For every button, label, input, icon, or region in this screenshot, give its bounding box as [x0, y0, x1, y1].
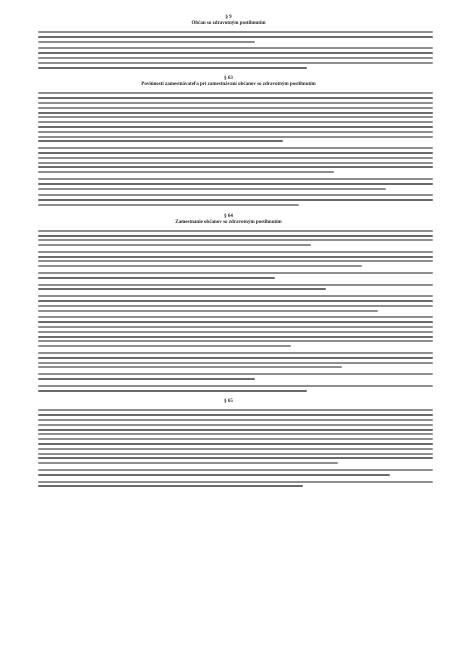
text-line [38, 62, 433, 64]
paragraph-number [24, 147, 38, 176]
paragraph-number [24, 251, 38, 270]
text-line [38, 305, 433, 307]
text-line [38, 239, 433, 241]
section-paragraph [24, 469, 433, 479]
text-line [38, 112, 433, 114]
section-paragraph [24, 47, 433, 71]
paragraph-text-lines [38, 295, 433, 314]
text-line [38, 284, 433, 286]
text-line [38, 97, 433, 99]
text-line [38, 147, 433, 149]
text-line [38, 136, 433, 138]
paragraph-text-lines [38, 373, 433, 383]
paragraph-number [24, 385, 38, 395]
section-title: Povinnosti zamestnávateľa pri zamestnávaní občanov so zdravotným postihnutím [141, 82, 316, 88]
text-line [38, 52, 433, 54]
section-paragraph [24, 272, 433, 282]
paragraph-number [24, 31, 38, 45]
text-line [38, 116, 433, 118]
text-line [38, 188, 386, 190]
section [24, 214, 433, 395]
section-paragraph [24, 92, 433, 145]
text-line [38, 378, 255, 380]
section-paragraph [24, 316, 433, 350]
text-line [38, 102, 433, 104]
text-line [38, 166, 433, 168]
text-line [38, 336, 433, 338]
text-line [38, 414, 433, 416]
text-line [38, 260, 433, 262]
text-line [38, 310, 378, 312]
text-line [38, 152, 433, 154]
section [24, 76, 433, 208]
text-line [38, 340, 433, 342]
paragraph-text-lines [38, 92, 433, 145]
paragraph-text-lines [38, 284, 433, 294]
section-number: § 64 [224, 213, 233, 219]
paragraph-text-lines [38, 147, 433, 176]
section-paragraph [24, 295, 433, 314]
text-line [38, 385, 433, 387]
section-paragraph [24, 178, 433, 192]
text-line [38, 277, 275, 279]
text-line [38, 457, 433, 459]
text-line [38, 443, 433, 445]
section-paragraph [24, 409, 433, 467]
paragraph-number [24, 481, 38, 491]
paragraph-text-lines [38, 272, 433, 282]
section-paragraph [24, 481, 433, 491]
paragraph-text-lines [38, 31, 433, 45]
text-line [38, 162, 433, 164]
text-line [38, 448, 433, 450]
text-line [38, 429, 433, 431]
paragraph-text-lines [38, 409, 433, 467]
paragraph-text-lines [38, 178, 433, 192]
text-line [38, 183, 433, 185]
paragraph-text-lines [38, 194, 433, 208]
text-line [38, 481, 433, 483]
text-line [38, 131, 433, 133]
text-line [38, 462, 338, 464]
section-paragraph [24, 352, 433, 371]
section-number: § 65 [224, 399, 233, 405]
section-paragraph [24, 230, 433, 249]
text-line [38, 204, 299, 206]
section-paragraph [24, 373, 433, 383]
text-line [38, 272, 433, 274]
text-line [38, 92, 433, 94]
section-number: § 63 [224, 76, 233, 82]
text-line [38, 433, 433, 435]
text-line [38, 157, 433, 159]
text-line [38, 390, 307, 392]
text-line [38, 107, 433, 109]
text-line [38, 67, 307, 69]
text-line [38, 140, 283, 142]
document-body [24, 15, 433, 490]
text-line [38, 424, 433, 426]
paragraph-number [24, 230, 38, 249]
text-line [38, 474, 390, 476]
paragraph-number [24, 178, 38, 192]
text-line [38, 199, 433, 201]
section [24, 399, 433, 490]
text-line [38, 485, 303, 487]
text-line [38, 235, 433, 237]
paragraph-text-lines [38, 251, 433, 270]
text-line [38, 316, 433, 318]
text-line [38, 357, 433, 359]
section-paragraph [24, 251, 433, 270]
text-line [38, 126, 433, 128]
section-paragraph [24, 284, 433, 294]
paragraph-number [24, 295, 38, 314]
paragraph-text-lines [38, 481, 433, 491]
text-line [38, 47, 433, 49]
text-line [38, 366, 342, 368]
text-line [38, 295, 433, 297]
paragraph-number [24, 284, 38, 294]
paragraph-number [24, 316, 38, 350]
text-line [38, 230, 433, 232]
text-line [38, 331, 433, 333]
text-line [38, 362, 433, 364]
paragraph-text-lines [38, 352, 433, 371]
text-line [38, 31, 433, 33]
text-line [38, 345, 291, 347]
text-line [38, 244, 311, 246]
section-paragraph [24, 31, 433, 45]
text-line [38, 300, 433, 302]
text-line [38, 326, 433, 328]
paragraph-number [24, 409, 38, 467]
paragraph-text-lines [38, 385, 433, 395]
text-line [38, 469, 433, 471]
text-line [38, 409, 433, 411]
paragraph-number [24, 92, 38, 145]
paragraph-number [24, 469, 38, 479]
paragraph-number [24, 194, 38, 208]
text-line [38, 251, 433, 253]
paragraph-text-lines [38, 230, 433, 249]
paragraph-number [24, 47, 38, 71]
paragraph-number [24, 272, 38, 282]
paragraph-text-lines [38, 316, 433, 350]
text-line [38, 121, 433, 123]
paragraph-text-lines [38, 47, 433, 71]
text-line [38, 419, 433, 421]
text-line [38, 352, 433, 354]
paragraph-number [24, 352, 38, 371]
text-line [38, 178, 433, 180]
section-paragraph [24, 147, 433, 176]
text-line [38, 265, 362, 267]
text-line [38, 194, 433, 196]
text-line [38, 36, 433, 38]
text-line [38, 171, 334, 173]
text-line [38, 256, 433, 258]
section-title: Zamestnanie občanov so zdravotným postihnutím [175, 219, 282, 225]
text-line [38, 41, 255, 43]
section-paragraph [24, 194, 433, 208]
section-title: Občan so zdravotným postihnutím [191, 21, 266, 26]
text-line [38, 438, 433, 440]
text-line [38, 288, 326, 290]
section [24, 15, 433, 71]
paragraph-text-lines [38, 469, 433, 479]
text-line [38, 321, 433, 323]
paragraph-number [24, 373, 38, 383]
text-line [38, 453, 433, 455]
text-line [38, 373, 433, 375]
text-line [38, 57, 433, 59]
section-paragraph [24, 385, 433, 395]
section-number: § 9 [225, 15, 232, 20]
